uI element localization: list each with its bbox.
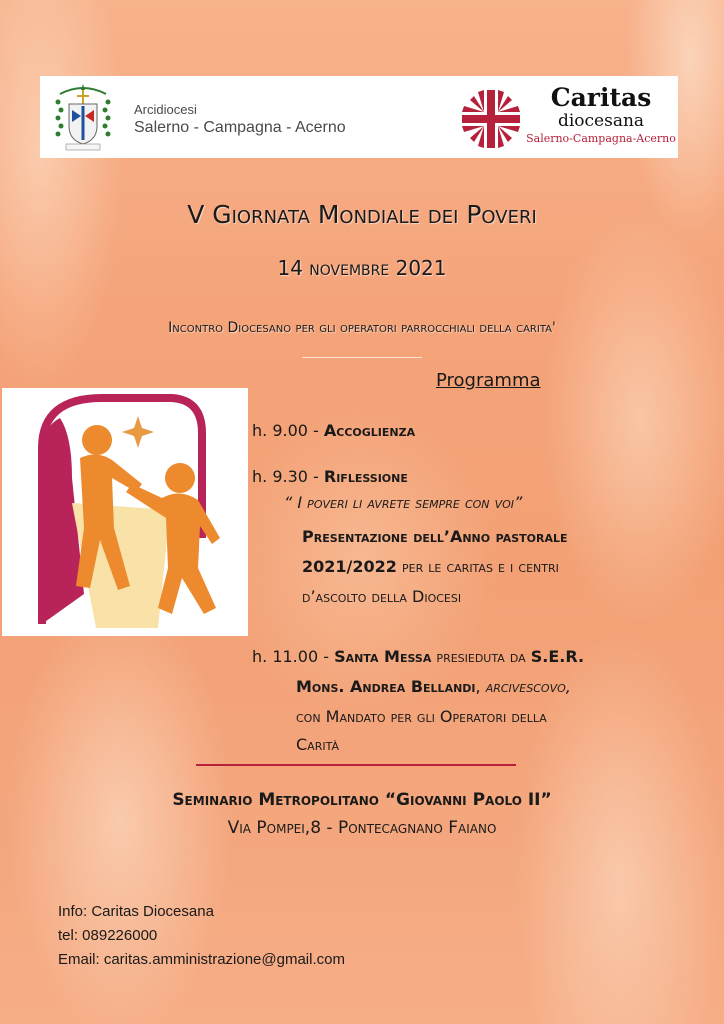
caritas-logo-text: [526, 84, 676, 147]
mandate-line2: Carità: [296, 735, 339, 754]
event-date: 14 novembre 2021: [277, 256, 447, 280]
celebrant-role: arcivescovo,: [485, 677, 571, 696]
venue-address: Via Pompei,8 - Pontecagnano Faiano: [227, 818, 497, 838]
schedule-title: Riflessione: [323, 467, 408, 486]
schedule-title: Santa Messa: [334, 647, 432, 666]
venue-name: Seminario Metropolitano “Giovanni Paolo II”: [172, 790, 552, 810]
celebrant-title: S.E.R.: [530, 647, 585, 666]
celebrant-line: [296, 674, 571, 699]
presentation-line3: d’ascolto della Diocesi: [302, 587, 462, 606]
two-people-doorway-icon: [2, 388, 248, 636]
presentation-rest: per le caritas e i centri: [396, 557, 559, 576]
archdiocese-crest-icon: [52, 80, 114, 154]
info-label: Info: Caritas Diocesana: [58, 903, 214, 920]
presentation-line2: [302, 554, 559, 579]
celebrant-sep: ,: [475, 677, 486, 696]
schedule-item-riflessione: [252, 464, 408, 489]
caritas-cross-icon: [460, 88, 522, 150]
header-banner: [40, 76, 678, 158]
event-subtitle: Incontro Diocesano per gli operatori parrocchiali della carita': [168, 320, 556, 336]
info-email: Email: caritas.amministrazione@gmail.com: [58, 951, 345, 968]
schedule-time: h. 9.00 -: [252, 421, 324, 440]
divider-line: [302, 357, 422, 358]
schedule-time: h. 11.00 -: [252, 647, 335, 666]
schedule-time: h. 9.30 -: [252, 467, 324, 486]
presided-text: presieduta da: [431, 647, 531, 666]
section-divider: [196, 764, 516, 766]
illustration-image: [2, 388, 248, 636]
schedule-title: Accoglienza: [323, 421, 416, 440]
archdiocese-region: Salerno - Campagna - Acerno: [134, 119, 346, 136]
caritas-subtitle: diocesana: [557, 111, 645, 131]
caritas-region: Salerno-Campagna-Acerno: [526, 132, 676, 145]
archdiocese-name: [134, 102, 346, 137]
programma-heading: Programma: [436, 370, 541, 391]
archdiocese-label: Arcidiocesi: [134, 102, 197, 117]
page-title: V Giornata Mondiale dei Poveri: [187, 200, 537, 229]
contact-info: [58, 900, 345, 972]
schedule-item-accoglienza: [252, 418, 415, 443]
mandate-line1: con Mandato per gli Operatori della: [296, 707, 547, 726]
pastoral-year: 2021/2022: [302, 557, 397, 576]
quote: “ I poveri li avrete sempre con voi”: [284, 493, 523, 512]
schedule-item-santa-messa: [252, 644, 584, 669]
info-phone: tel: 089226000: [58, 927, 158, 944]
celebrant-name: Mons. Andrea Bellandi: [296, 677, 476, 696]
presentation-line1: Presentazione dell’Anno pastorale: [302, 527, 568, 546]
caritas-title: Caritas: [550, 83, 652, 112]
